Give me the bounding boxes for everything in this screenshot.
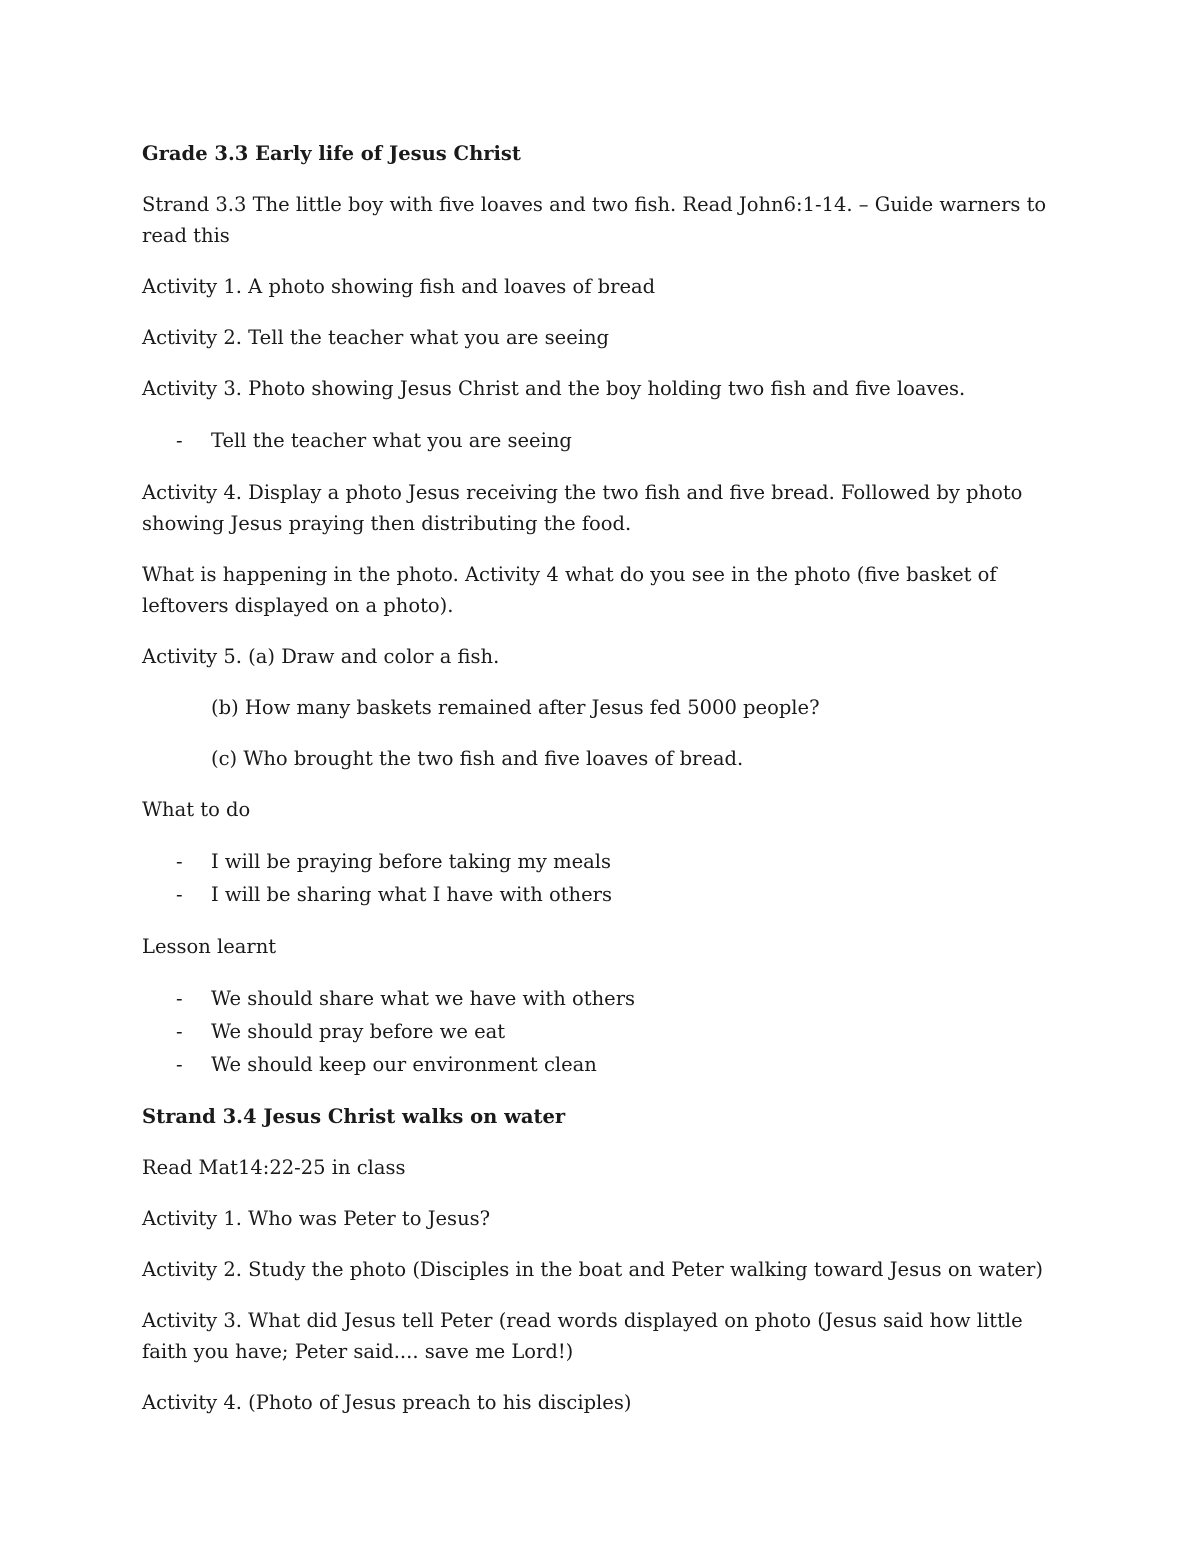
strand-3-4-title: Strand 3.4 Jesus Christ walks on water (142, 1105, 566, 1128)
dash-bullet: - (176, 987, 183, 1010)
list-item-text: We should keep our environment clean (211, 1053, 597, 1076)
list-item-text: I will be sharing what I have with others (211, 883, 612, 906)
list-item-text: We should pray before we eat (211, 1020, 506, 1043)
what-to-do-list (142, 845, 1072, 911)
strand-3-4-activity-1: Activity 1. Who was Peter to Jesus? (142, 1207, 491, 1230)
list-item (142, 1048, 1072, 1081)
strand-3-3-happening: What is happening in the photo. Activity 4 what do you see in the photo (five basket of leftovers displayed on a photo). (142, 563, 997, 617)
list-item (142, 845, 1072, 878)
list-item (142, 982, 1072, 1015)
strand-3-3-intro: Strand 3.3 The little boy with five loaves and two fish. Read John6:1-14. – Guide warners to read this (142, 193, 1047, 247)
strand-3-4-activity-4: Activity 4. (Photo of Jesus preach to his disciples) (142, 1391, 632, 1414)
strand-3-4-activity-3: Activity 3. What did Jesus tell Peter (read words displayed on photo (Jesus said how little faith you have; Peter said.... save me Lord!) (142, 1309, 1023, 1363)
dash-bullet: - (176, 429, 183, 452)
lesson-learnt-list (142, 982, 1072, 1081)
strand-3-3-activity-5c: (c) Who brought the two fish and five loaves of bread. (211, 747, 744, 770)
list-item (142, 424, 1072, 457)
dash-bullet: - (176, 850, 183, 873)
list-item-text: I will be praying before taking my meals (211, 850, 612, 873)
strand-3-4-read: Read Mat14:22-25 in class (142, 1156, 406, 1179)
what-to-do-label: What to do (142, 798, 251, 821)
list-item-text: Tell the teacher what you are seeing (211, 429, 572, 452)
list-item (142, 1015, 1072, 1048)
strand-3-3-activity-3: Activity 3. Photo showing Jesus Christ and the boy holding two fish and five loaves. (142, 377, 966, 400)
strand-3-4-activity-2: Activity 2. Study the photo (Disciples in the boat and Peter walking toward Jesus on water) (142, 1258, 1043, 1281)
dash-bullet: - (176, 1053, 183, 1076)
activity-3-list (142, 424, 1072, 457)
strand-3-3-activity-4: Activity 4. Display a photo Jesus receiving the two fish and five bread. Followed by photo showing Jesus praying then distributing the food. (142, 481, 1023, 535)
strand-3-3-activity-2: Activity 2. Tell the teacher what you are seeing (142, 326, 610, 349)
dash-bullet: - (176, 1020, 183, 1043)
document-body (142, 138, 1072, 1438)
strand-3-3-activity-1: Activity 1. A photo showing fish and loaves of bread (142, 275, 656, 298)
strand-3-3-activity-5a: Activity 5. (a) Draw and color a fish. (142, 645, 500, 668)
list-item (142, 878, 1072, 911)
document-title: Grade 3.3 Early life of Jesus Christ (142, 142, 521, 165)
list-item-text: We should share what we have with others (211, 987, 636, 1010)
dash-bullet: - (176, 883, 183, 906)
strand-3-3-activity-5b: (b) How many baskets remained after Jesus fed 5000 people? (211, 696, 820, 719)
lesson-learnt-label: Lesson learnt (142, 935, 277, 958)
